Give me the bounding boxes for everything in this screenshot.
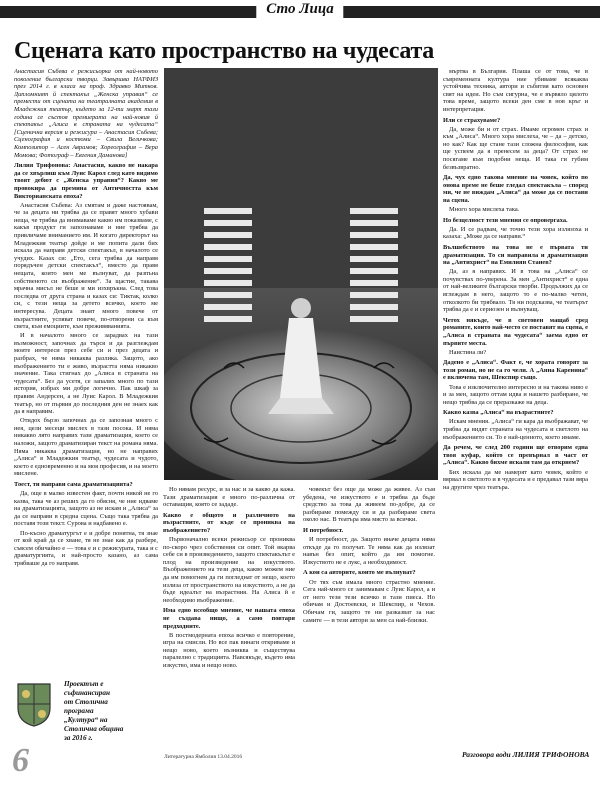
project-line: за 2016 г. bbox=[64, 734, 93, 742]
body-paragraph: Но нямам ресурс, и за нас и за какво да кажа. Тази драматизация е много по-различна от оставащия, която се зададе. bbox=[163, 486, 295, 509]
body-paragraph: И в началото много се зарадвах на тази възможност, започнах да търся и да разглеждам моите интереси през себе си и през децата и разбрах, че няма никаква разлика. Защото, ако въображението ти е живо, възрастта няма никакво значение. Така стигнах до „Алиса в страната на чудесата“. Без да усетя, се запалих много по тази история, избрах ми добре логично. Пак шкаф за правим Андерсен, а не Луис Карол. В Младежкия театър, но от първия до последния ден не знаех как да я направим. bbox=[14, 332, 158, 416]
intro-paragraph: Анастасия Събева е режисьорка от най-новото поколение български творци. Завършва НАТФИЗ през 2014 г. в класа на проф. Здравко Митков. Дипломният й спектакъл „Женска управия“ се премести от сцената на театралната академия в Младежкия театър, където за 12-ти март тази година се състоя премиерата на най-новия й спектакъл „Алиса в страната на чудесата“ [Сценична версия и режисура – Анастасия Събева; Сценография и костюми – Свила Величкова; Композитор – Асен Аврамов; Хореография – Вера Момова; Фотограф – Евгения Даманова] bbox=[14, 68, 158, 159]
body-paragraph: Да, аз я направих. И в това на „Алиса“ се почувствах по-уверена. За мен „Антихрист“ е една от най-великите български творби. Продължих да се вглеждам в него, защото то е по-малко четен, отколкото би трябвало. Тя ни подсказва, че театърът трябва да е и сериозен и вълнуващ. bbox=[443, 268, 588, 314]
column-1 bbox=[14, 68, 158, 676]
page-number: 6 bbox=[12, 742, 29, 779]
project-line: Столична община bbox=[64, 725, 124, 733]
column-2 bbox=[163, 486, 295, 750]
question-paragraph: Да, чух едно такова мнение на човек, който по онова време не беше гледал спектакъла – според ми, че не виждам „Алиса“ да може да се постави на сцена. bbox=[443, 174, 588, 204]
column-4-body bbox=[443, 68, 588, 491]
column-4 bbox=[443, 68, 588, 748]
question-paragraph: Какво е общото и различното на възрастните, от къде се прониква на въображението? bbox=[163, 511, 295, 534]
body-paragraph: Това е изключително интересно и на такова ниво е и за мен, защото оттам идва и нашето разбиране, че нещо трябва да се преразкаже на деца. bbox=[443, 383, 588, 406]
section-label: Сто Лица bbox=[256, 1, 343, 18]
body-paragraph: Първоначално всеки режисьор се прониква по-скоро чрез собствения си опит. Той вкарва себе си в произведението, защото спектакълът е плод на произведение на изкуството. Въображението на тези деца, какво можем ние да им помогнем да ги погледнат от нещо, което излиза от пространството на изкуството, а не да бъде идеалът на възрастния. На Алиса й е необходимо въображение. bbox=[163, 536, 295, 604]
body-paragraph: Искам мнения. „Алиса“ ги кара да въображават, че трябва да видят страната на чудесата и светлото на въображението си. То е най-ценното, което имаме. bbox=[443, 418, 588, 441]
question-paragraph: И потребност. bbox=[303, 526, 344, 534]
question-paragraph: Или се страхуваме? bbox=[443, 116, 501, 124]
column-2-body bbox=[163, 486, 295, 670]
question-paragraph: Вълшебството на това не е първата ти драматизация. То си направила и драматизация на „Антихрист“ на Емилиян Станев? bbox=[443, 243, 588, 267]
project-line: от Столична bbox=[64, 698, 108, 706]
project-note bbox=[64, 680, 156, 743]
body-paragraph: Много хора мислеха така. bbox=[449, 206, 520, 214]
column-1-body bbox=[14, 162, 158, 567]
photo-illustration bbox=[164, 68, 438, 480]
question-paragraph: Да речем, че след 200 години ще отворим една твоя куфар, който се превърнал в част от „Алиса“. Какво бихме искали там да открием? bbox=[443, 444, 588, 467]
footer-line: Литературна Ямболия 13.04.2016 bbox=[164, 754, 243, 760]
body-paragraph: От тях съм имала много страстно мнение. Сега най-много се занимавам с Луис Карол, а и от него тези тези всичко в тази пиеса. Но обичам и Достоевски, и Шекспир, и Чехов. Обичам ги, защото те ни разказват за нас самите — и тези автори за мен са най-близки. bbox=[303, 578, 435, 624]
project-line: съфинансиран bbox=[64, 689, 110, 697]
body-paragraph: човекът без още да може да живее. Аз съм убедена, че изкуството е и трябва да бъде средство за това да живеем по-добре, да се разбираме помежду си и да разбираме света около нас. В театъра има място за всички. bbox=[303, 486, 435, 524]
project-line: „Култура“ на bbox=[64, 716, 108, 724]
question-paragraph: Какво казва „Алиса“ на възрастните? bbox=[443, 409, 554, 417]
project-line: Проектът е bbox=[64, 680, 104, 688]
body-paragraph: Да, може би и от страх. Имаме огромен страх и към „Алиса“. Много хора мислеха, че – да – детско, но как? Как ще стане тази сложна философия, как ще успеем да я пренесем за деца? От страх не посягаме към подобни неща. И така ги губим безвъзвратно. bbox=[443, 125, 588, 171]
body-paragraph: Бих искала да ме намерят като човек, който е вярвал в светлото и в чудесата и е предавал тази вяра на другите чрез театъра. bbox=[443, 468, 588, 491]
body-paragraph: Отидох бързо започнах да се запозная много с нея, цели месеци мислех в тази посока. И няма никакво лято направих тази драматизация, което се наложи, защото драматизиран текст на романа няма. Няма никаква драматизация, но не направих „Алиса“ в Младежкия театър, чудесата и чудото, което е едновременно и на моя професия, и на моето мислене. bbox=[14, 417, 158, 478]
interviewer-credit: Разговора води ЛИЛИЯ ТРИФОНОВА bbox=[462, 750, 590, 759]
question-paragraph: Тоест, ти направи сама драматизацията? bbox=[14, 480, 133, 488]
column-3 bbox=[303, 486, 435, 750]
article-headline: Сцената като пространство на чудесата bbox=[14, 38, 434, 64]
body-paragraph: Анастасия Събева: Аз смятам и даже настоявам, че за децата ни трябва да се правят много хубави неща, че трябва да внимаваме какво им показваме, с какъв продукт ги запознаваме и ние трябва да привличаме вниманието им. И когато директорът на Младежкия театър дойде и ме попита дали бих искала да направя детски спектакъл, в началото се учудих. Казах си: „Ето, сега трябва да направя порядъчен детски спектакъл“, вместо да правя нещата, които мен ме вълнуват, да разпъна собственото си въображение“. За щастие, такава мрачна мисъл не беше и ми изхвръкна. След това последва от друга страна и казах си: Тиктак, колко си, с тези неща за детето всичко, което ме интересува. Децата знаят много повече от възрастните, успяват повече, по-отворени са към света, към емоциите, към преживяванията. bbox=[14, 201, 158, 331]
question-paragraph: Има едно всеобщо мнение, че нашата епоха не създава нищо, а само повтаря предходните. bbox=[163, 607, 295, 630]
column-3-body bbox=[303, 486, 435, 624]
body-paragraph: Да, още в малко известен факт, почти никой не го казва, така че аз реших да го обясня, че ние идваме на драматизацията, защото аз не искам и „Алиса“ за да се направи в средна сцена. Също така трябва да поставя този текст. Сурова и надбавено е. bbox=[14, 490, 158, 528]
section-banner bbox=[0, 0, 600, 22]
body-paragraph: Да. И се радвам, че точно тези хора излязоха и казаха: „Може да се направи.“ bbox=[443, 225, 588, 241]
body-paragraph: В постмодерната епоха всичко е повторение, игра на смисли. Но все пак винаги откриваме и нещо ново, което възниква и съществува паралелно с традицията. Навсякъде, където има изкуство, има и нещо ново. bbox=[163, 631, 295, 670]
stage-photo bbox=[164, 68, 438, 480]
question-paragraph: Четох някъде, че в световен мащаб сред романите, които най-често се поставят на сцена, е „Алиса в страната на чудесата“ заема едно от първите места. bbox=[443, 316, 588, 347]
body-paragraph: Наистина ли? bbox=[449, 348, 487, 356]
project-line: програма bbox=[64, 707, 94, 715]
body-paragraph: мъртва в България. Плаша се от това, че в съвременната култура ние убиваме всякаква устойчива техника, автори и събития като основен свят на идеи. Но съм сигурна, че е вървяло цялото това време, защото всеки ден сме в нов кръг и интерпретация. bbox=[443, 68, 588, 113]
question-paragraph: Но безцелност тези мнения се опровергаха. bbox=[443, 216, 568, 224]
body-paragraph: И потребност, да. Защото иначе децата няма откъде да го получат. Те няма как да излязат навън без опит, който да им помогне. Изкуството не е лукс, а необходимост. bbox=[303, 536, 435, 566]
sofia-coat-of-arms-icon bbox=[14, 680, 54, 728]
question-paragraph: А кои са авторите, които ме вълнуват? bbox=[303, 569, 416, 577]
question-paragraph: Дадено е „Алиса“. Факт е, че хората говорят за този роман, но не са го чели. А „Анна Каренина“ е включена там, Шекспир също. bbox=[443, 359, 588, 382]
question-paragraph: Лилия Трифонова: Анастасия, какво не накара да се хвърлиш към Луис Карол след като видимо твоят дебют с „Женска управия“? Какво ме провокира да премина от Античността към Викторианската епоха? bbox=[14, 162, 158, 200]
body-paragraph: По-късно драматургът е и добре понятна, тя знае от кой край да се хване, тя не знае как да разбере, съвсем обичайно е — това е и с режисурата, така и с драматургията, и най-просто казано, аз сама трябваше да го направя. bbox=[14, 529, 158, 567]
